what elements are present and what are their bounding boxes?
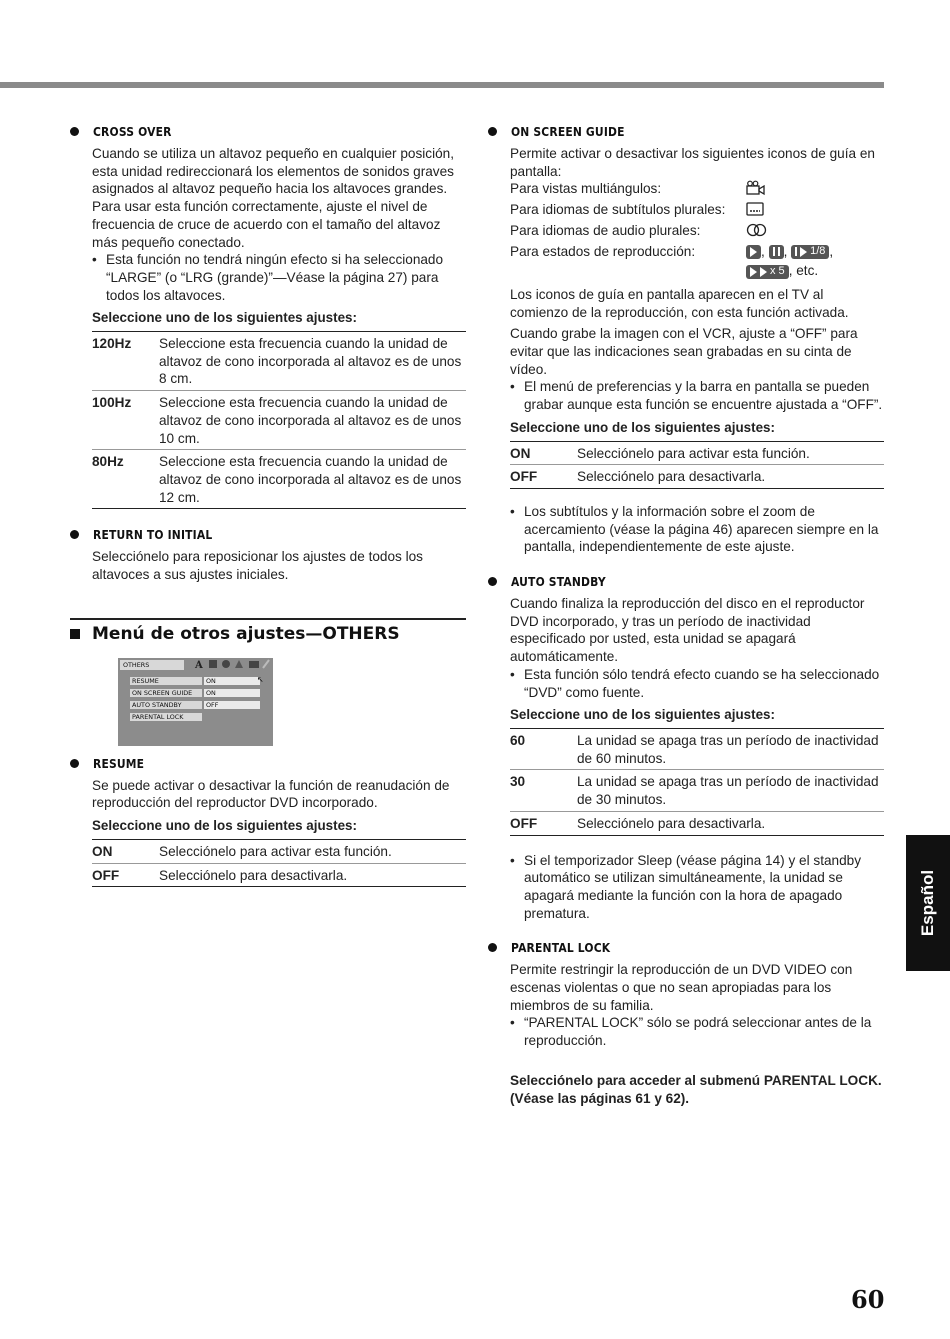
others-menu-screenshot <box>118 658 273 746</box>
options-table <box>510 729 884 836</box>
bold-instruction: Selecciónelo para acceder al submenú PARENTAL LOCK. (Véase las páginas 61 y 62). <box>510 1072 882 1106</box>
table-row <box>92 863 466 887</box>
icon-row <box>510 222 884 243</box>
playback-status-icons: , , 1/8 , <box>746 243 833 261</box>
icon-row-text: Para idiomas de audio plurales: <box>510 222 701 238</box>
bullet-icon <box>488 127 497 136</box>
option-desc: Seleccione esta frecuencia cuando la unidad de altavoz de cono incorporada al altavoz es de unos 8 cm. <box>159 336 462 387</box>
option-key: 80Hz <box>92 454 124 470</box>
note: • Si el temporizador Sleep (véase página 14) y el standby automático se utilizan simultáneamente, la unidad se apagará mediante la función con la hora de apagado prematura. <box>510 852 884 923</box>
page-number: 60 <box>851 1285 885 1314</box>
table-row <box>92 391 466 450</box>
parental-lock-heading <box>488 940 884 955</box>
svg-text:A: A <box>195 659 205 670</box>
option-key: ON <box>92 843 113 859</box>
right-column <box>488 124 884 1107</box>
screen-row-label: AUTO STANDBY <box>130 701 202 709</box>
side-tab-label: Español <box>918 869 937 937</box>
screen-row-value: ON <box>204 677 260 685</box>
bullet-icon <box>488 943 497 952</box>
option-desc: Seleccione esta frecuencia cuando la unidad de altavoz de cono incorporada al altavoz es de unos 10 cm. <box>159 395 462 446</box>
note: • Esta función sólo tendrá efecto cuando se ha seleccionado “DVD” como fuente. <box>510 666 884 701</box>
left-column <box>70 124 466 887</box>
table-row <box>510 729 884 770</box>
option-desc: Selecciónelo para desactivarla. <box>577 815 766 831</box>
others-menu-heading <box>70 618 466 644</box>
paragraph: Permite restringir la reproducción de un DVD VIDEO con escenas violentas o que no sean apropiadas para los miembros de su familia. <box>510 962 853 1013</box>
section-title: ON SCREEN GUIDE <box>511 124 625 139</box>
option-key: 30 <box>510 774 526 790</box>
paragraph: Los iconos de guía en pantalla aparecen en el TV al comienzo de la reproducción, con esta función activada. <box>510 286 849 320</box>
options-table <box>510 442 884 489</box>
select-label: Seleccione uno de los siguientes ajustes: <box>510 706 884 729</box>
option-desc: Selecciónelo para activar esta función. <box>159 843 392 859</box>
select-label: Seleccione uno de los siguientes ajustes: <box>510 419 884 442</box>
option-desc: La unidad se apaga tras un período de inactividad de 60 minutos. <box>577 732 879 766</box>
paragraph: Cuando se utiliza un altavoz pequeño en cualquier posición, esta unidad redireccionará los elementos de sonidos graves asignados al altavoz pequeño hacia los altavoces grandes. <box>92 146 454 197</box>
paragraph: Se puede activar o desactivar la función de reanudación de reproducción del reproductor DVD incorporado. <box>92 777 450 811</box>
resume-body <box>92 777 466 888</box>
paragraph: Cuando grabe la imagen con el VCR, ajuste a “OFF” para evitar que las indicaciones sean grabadas en su cinta de vídeo. <box>510 326 858 377</box>
paragraph: Para usar esta función correctamente, ajuste el nivel de frecuencia de cruce de acuerdo con el tamaño del altavoz más pequeño conectado. <box>92 199 441 250</box>
menu-tab-icons <box>193 658 273 672</box>
screen-row-label: PARENTAL LOCK <box>130 713 202 721</box>
option-key: OFF <box>510 469 538 485</box>
bullet-icon <box>70 759 79 768</box>
bullet-icon <box>70 530 79 539</box>
option-key: OFF <box>92 867 120 883</box>
option-key: ON <box>510 445 531 461</box>
option-desc: Selecciónelo para activar esta función. <box>577 445 810 461</box>
playback-speed: x 5 <box>770 264 785 277</box>
option-desc: Seleccione esta frecuencia cuando la unidad de altavoz de cono incorporada al altavoz es de unos 12 cm. <box>159 454 462 505</box>
icon-row <box>510 201 884 222</box>
icon-row-text: Para idiomas de subtítulos plurales: <box>510 202 726 218</box>
section-title: RETURN TO INITIAL <box>93 527 213 543</box>
table-row <box>92 450 466 509</box>
return-to-initial-heading <box>70 527 466 542</box>
audio-language-icon <box>746 222 768 243</box>
table-row <box>510 811 884 835</box>
auto-standby-body <box>510 595 884 922</box>
square-bullet-icon <box>70 629 80 639</box>
icon-row <box>510 180 884 201</box>
screen-row-value: ON <box>204 689 260 697</box>
top-rule <box>0 82 884 88</box>
screen-row-label: RESUME <box>130 677 202 685</box>
paragraph: Permite activar o desactivar los siguientes iconos de guía en pantalla: <box>510 146 875 179</box>
playback-row-2 <box>510 262 884 280</box>
section-title: PARENTAL LOCK <box>511 940 611 956</box>
note: • Los subtítulos y la información sobre el zoom de acercamiento (véase la página 46) aparecen siempre en la pantalla, independientemente de este ajuste. <box>510 503 884 556</box>
return-to-initial-body <box>92 548 466 583</box>
option-desc: La unidad se apaga tras un período de inactividad de 30 minutos. <box>577 774 879 808</box>
pause-icon <box>769 245 784 259</box>
screen-tab: OTHERS <box>120 660 184 670</box>
option-desc: Selecciónelo para desactivarla. <box>577 469 766 485</box>
table-row <box>92 840 466 863</box>
option-key: 120Hz <box>92 336 132 352</box>
section-title: RESUME <box>93 755 145 771</box>
icon-row-text: Para estados de reproducción: <box>510 243 696 259</box>
on-screen-guide-heading <box>488 124 884 139</box>
slow-forward-icon <box>791 245 829 259</box>
cursor-icon: ↖ <box>257 674 264 684</box>
subtitle-icon <box>746 201 766 222</box>
note: • El menú de preferencias y la barra en pantalla se pueden grabar aunque esta función se encuentre ajustada a “OFF”. <box>510 378 884 413</box>
bullet-icon <box>488 577 497 586</box>
parental-lock-body <box>510 961 884 1107</box>
fast-forward-icon <box>746 265 789 279</box>
option-key: 60 <box>510 732 526 748</box>
play-icon <box>746 245 761 259</box>
bullet-icon <box>70 127 79 136</box>
option-desc: Selecciónelo para desactivarla. <box>159 867 348 883</box>
etc-text: , etc. <box>788 263 819 279</box>
playback-fraction: 1/8 <box>810 245 826 258</box>
options-table <box>92 332 466 509</box>
table-row <box>510 442 884 465</box>
section-title: AUTO STANDBY <box>511 574 606 590</box>
heading-title: Menú de otros ajustes—OTHERS <box>92 623 400 644</box>
table-row <box>92 332 466 391</box>
cross-over-body <box>92 145 466 509</box>
screen-row-label: ON SCREEN GUIDE <box>130 689 202 697</box>
paragraph: Cuando finaliza la reproducción del disco en el reproductor DVD incorporado, y tras un período de inactividad especificado por usted, esta unidad se apagará automáticamente. <box>510 596 865 665</box>
auto-standby-heading <box>488 574 884 589</box>
resume-heading <box>70 756 466 771</box>
select-label: Seleccione uno de los siguientes ajustes: <box>92 817 466 840</box>
icon-row-text: Para vistas multiángulos: <box>510 181 662 197</box>
note: • Esta función no tendrá ningún efecto si ha seleccionado “LARGE” (o “LRG (grande)”—Véase la página 27) para todos los altavoces. <box>92 251 466 304</box>
icon-row <box>510 243 884 261</box>
option-key: 100Hz <box>92 395 132 411</box>
language-side-tab <box>906 835 950 971</box>
option-key: OFF <box>510 815 538 831</box>
select-label: Seleccione uno de los siguientes ajustes: <box>92 309 466 332</box>
table-row <box>510 465 884 489</box>
paragraph: Selecciónelo para reposicionar los ajustes de todos los altavoces a sus ajustes iniciales. <box>92 549 423 583</box>
section-title: CROSS OVER <box>93 124 172 139</box>
options-table <box>92 840 466 887</box>
on-screen-guide-body <box>510 145 884 556</box>
screen-row-value: OFF <box>204 701 260 709</box>
multi-angle-camera-icon <box>746 180 766 201</box>
table-row <box>510 770 884 811</box>
note: • “PARENTAL LOCK” sólo se podrá seleccionar antes de la reproducción. <box>510 1014 884 1049</box>
cross-over-heading <box>70 124 466 139</box>
